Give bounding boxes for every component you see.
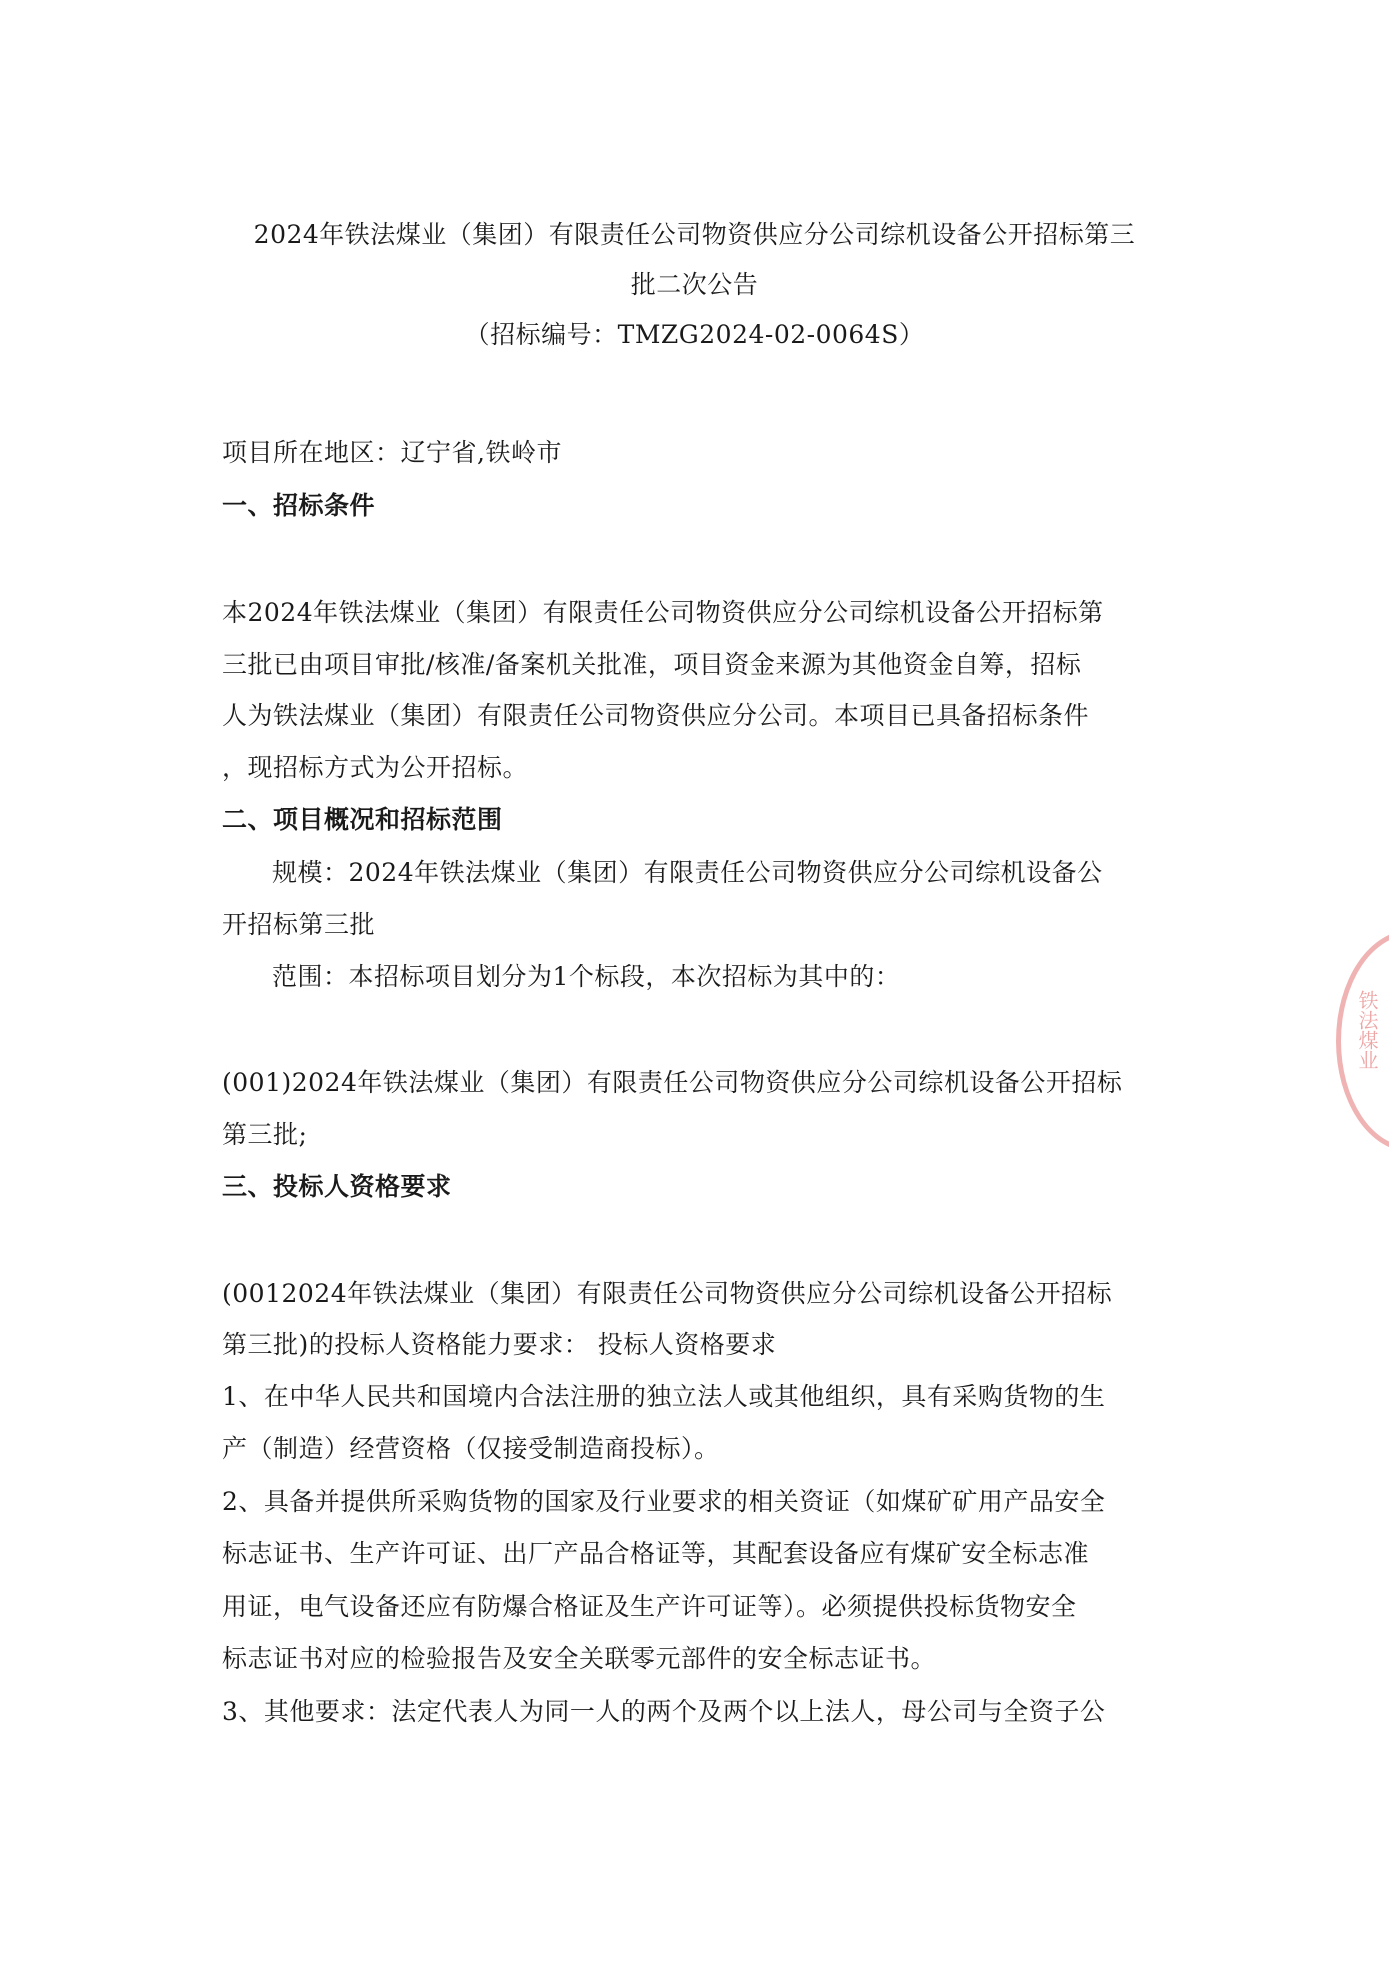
- section1-line: ，现招标方式为公开招标。: [222, 753, 529, 782]
- scale-line-2: 开招标第三批: [222, 910, 376, 939]
- section1-heading: 一、招标条件: [222, 491, 376, 520]
- section1-line: 人为铁法煤业（集团）有限责任公司物资供应分公司。本项目已具备招标条件: [222, 701, 1090, 730]
- qualification-intro-1: (0012024年铁法煤业（集团）有限责任公司物资供应分公司综机设备公开招标: [222, 1279, 1113, 1308]
- requirement-line: 3、其他要求：法定代表人为同一人的两个及两个以上法人，母公司与全资子公: [222, 1697, 1106, 1726]
- requirement-line: 标志证书对应的检验报告及安全关联零元部件的安全标志证书。: [222, 1644, 937, 1673]
- lot-line-1: (001)2024年铁法煤业（集团）有限责任公司物资供应分公司综机设备公开招标: [222, 1068, 1123, 1097]
- scale-line-1: 规模：2024年铁法煤业（集团）有限责任公司物资供应分公司综机设备公: [272, 858, 1103, 887]
- requirement-line: 1、在中华人民共和国境内合法注册的独立法人或其他组织，具有采购货物的生: [222, 1382, 1106, 1411]
- section3-heading: 三、投标人资格要求: [222, 1172, 452, 1201]
- scope-line: 范围：本招标项目划分为1个标段，本次招标为其中的：: [272, 962, 901, 991]
- seal-text: 铁法煤业: [1355, 990, 1379, 1070]
- title-line-1: 2024年铁法煤业（集团）有限责任公司物资供应分公司综机设备公开招标第三: [253, 220, 1136, 249]
- section1-line: 本2024年铁法煤业（集团）有限责任公司物资供应分公司综机设备公开招标第: [222, 598, 1104, 627]
- requirement-line: 标志证书、生产许可证、出厂产品合格证等，其配套设备应有煤矿安全标志准: [222, 1539, 1090, 1568]
- project-region: 项目所在地区：辽宁省,铁岭市: [222, 438, 562, 467]
- qualification-intro-2: 第三批)的投标人资格能力要求： 投标人资格要求: [222, 1330, 777, 1359]
- section1-line: 三批已由项目审批/核准/备案机关批准，项目资金来源为其他资金自筹，招标: [222, 650, 1082, 679]
- requirement-line: 2、具备并提供所采购货物的国家及行业要求的相关资证（如煤矿矿用产品安全: [222, 1487, 1106, 1516]
- section2-heading: 二、项目概况和招标范围: [222, 805, 503, 834]
- tender-code: （招标编号：TMZG2024-02-0064S）: [464, 320, 925, 349]
- lot-line-2: 第三批;: [222, 1120, 308, 1149]
- requirement-line: 产（制造）经营资格（仅接受制造商投标）。: [222, 1434, 720, 1463]
- requirement-line: 用证，电气设备还应有防爆合格证及生产许可证等）。必须提供投标货物安全: [222, 1592, 1077, 1621]
- title-line-2: 批二次公告: [630, 270, 759, 299]
